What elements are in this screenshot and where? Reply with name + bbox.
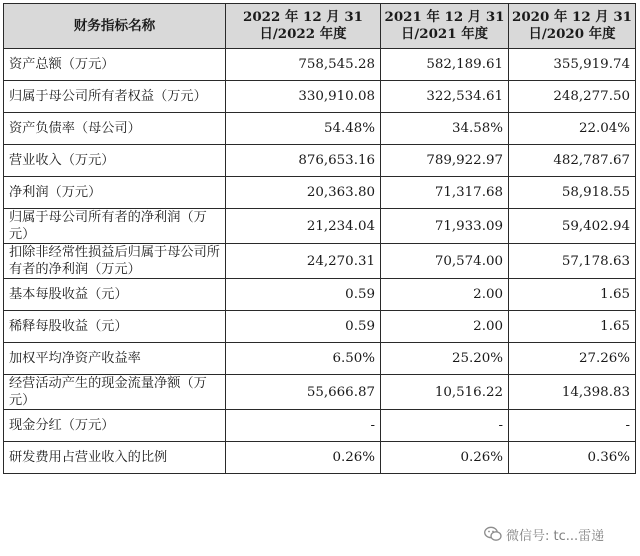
cell-2020: 355,919.74 (509, 49, 636, 81)
cell-2020: 57,178.63 (509, 244, 636, 279)
table-row (4, 442, 636, 474)
cell-2022: - (226, 410, 381, 442)
cell-2022: 24,270.31 (226, 244, 381, 279)
cell-2020: 248,277.50 (509, 81, 636, 113)
cell-2022: 6.50% (226, 343, 381, 375)
row-label: 研发费用占营业收入的比例 (4, 442, 226, 474)
cell-2021: 25.20% (381, 343, 509, 375)
cell-2021: - (381, 410, 509, 442)
cell-2020: 22.04% (509, 113, 636, 145)
financial-indicators-table (3, 3, 636, 474)
row-label: 归属于母公司所有者权益（万元） (4, 81, 226, 113)
cell-2022: 55,666.87 (226, 375, 381, 410)
cell-2020: 1.65 (509, 311, 636, 343)
cell-2021: 71,317.68 (381, 177, 509, 209)
cell-2022: 20,363.80 (226, 177, 381, 209)
cell-2022: 0.26% (226, 442, 381, 474)
cell-2021: 0.26% (381, 442, 509, 474)
cell-2022: 330,910.08 (226, 81, 381, 113)
cell-2021: 71,933.09 (381, 209, 509, 244)
cell-2020: 482,787.67 (509, 145, 636, 177)
cell-2020: 14,398.83 (509, 375, 636, 410)
table-row (4, 177, 636, 209)
cell-2020: - (509, 410, 636, 442)
cell-2020: 59,402.94 (509, 209, 636, 244)
header-2021: 2021 年 12 月 31 日/2021 年度 (381, 4, 509, 49)
row-label: 归属于母公司所有者的净利润（万元） (4, 209, 226, 244)
table-header-row (4, 4, 636, 49)
row-label: 资产总额（万元） (4, 49, 226, 81)
row-label: 加权平均净资产收益率 (4, 343, 226, 375)
table-row (4, 81, 636, 113)
cell-2022: 54.48% (226, 113, 381, 145)
cell-2021: 2.00 (381, 311, 509, 343)
table-row (4, 343, 636, 375)
table-row (4, 244, 636, 279)
cell-2022: 0.59 (226, 311, 381, 343)
cell-2021: 70,574.00 (381, 244, 509, 279)
wechat-watermark (484, 519, 634, 549)
row-label: 基本每股收益（元） (4, 279, 226, 311)
header-2020: 2020 年 12 月 31 日/2020 年度 (509, 4, 636, 49)
cell-2020: 27.26% (509, 343, 636, 375)
watermark-text: 微信号: tc...雷递 (506, 528, 605, 544)
table-row (4, 279, 636, 311)
row-label: 稀释每股收益（元） (4, 311, 226, 343)
table-row (4, 375, 636, 410)
table-row (4, 209, 636, 244)
row-label: 净利润（万元） (4, 177, 226, 209)
row-label: 资产负债率（母公司） (4, 113, 226, 145)
cell-2021: 34.58% (381, 113, 509, 145)
cell-2021: 2.00 (381, 279, 509, 311)
cell-2022: 0.59 (226, 279, 381, 311)
row-label: 扣除非经常性损益后归属于母公司所有者的净利润（万元） (4, 244, 226, 279)
cell-2022: 758,545.28 (226, 49, 381, 81)
cell-2021: 582,189.61 (381, 49, 509, 81)
cell-2021: 789,922.97 (381, 145, 509, 177)
cell-2020: 1.65 (509, 279, 636, 311)
table-row (4, 311, 636, 343)
cell-2020: 0.36% (509, 442, 636, 474)
cell-2021: 322,534.61 (381, 81, 509, 113)
header-indicator-name: 财务指标名称 (4, 4, 226, 49)
table-row (4, 113, 636, 145)
cell-2020: 58,918.55 (509, 177, 636, 209)
table-row (4, 410, 636, 442)
wechat-icon (484, 526, 502, 542)
table-row (4, 145, 636, 177)
table-row (4, 49, 636, 81)
cell-2021: 10,516.22 (381, 375, 509, 410)
header-2022: 2022 年 12 月 31 日/2022 年度 (226, 4, 381, 49)
cell-2022: 21,234.04 (226, 209, 381, 244)
cell-2022: 876,653.16 (226, 145, 381, 177)
row-label: 现金分红（万元） (4, 410, 226, 442)
row-label: 经营活动产生的现金流量净额（万元） (4, 375, 226, 410)
row-label: 营业收入（万元） (4, 145, 226, 177)
